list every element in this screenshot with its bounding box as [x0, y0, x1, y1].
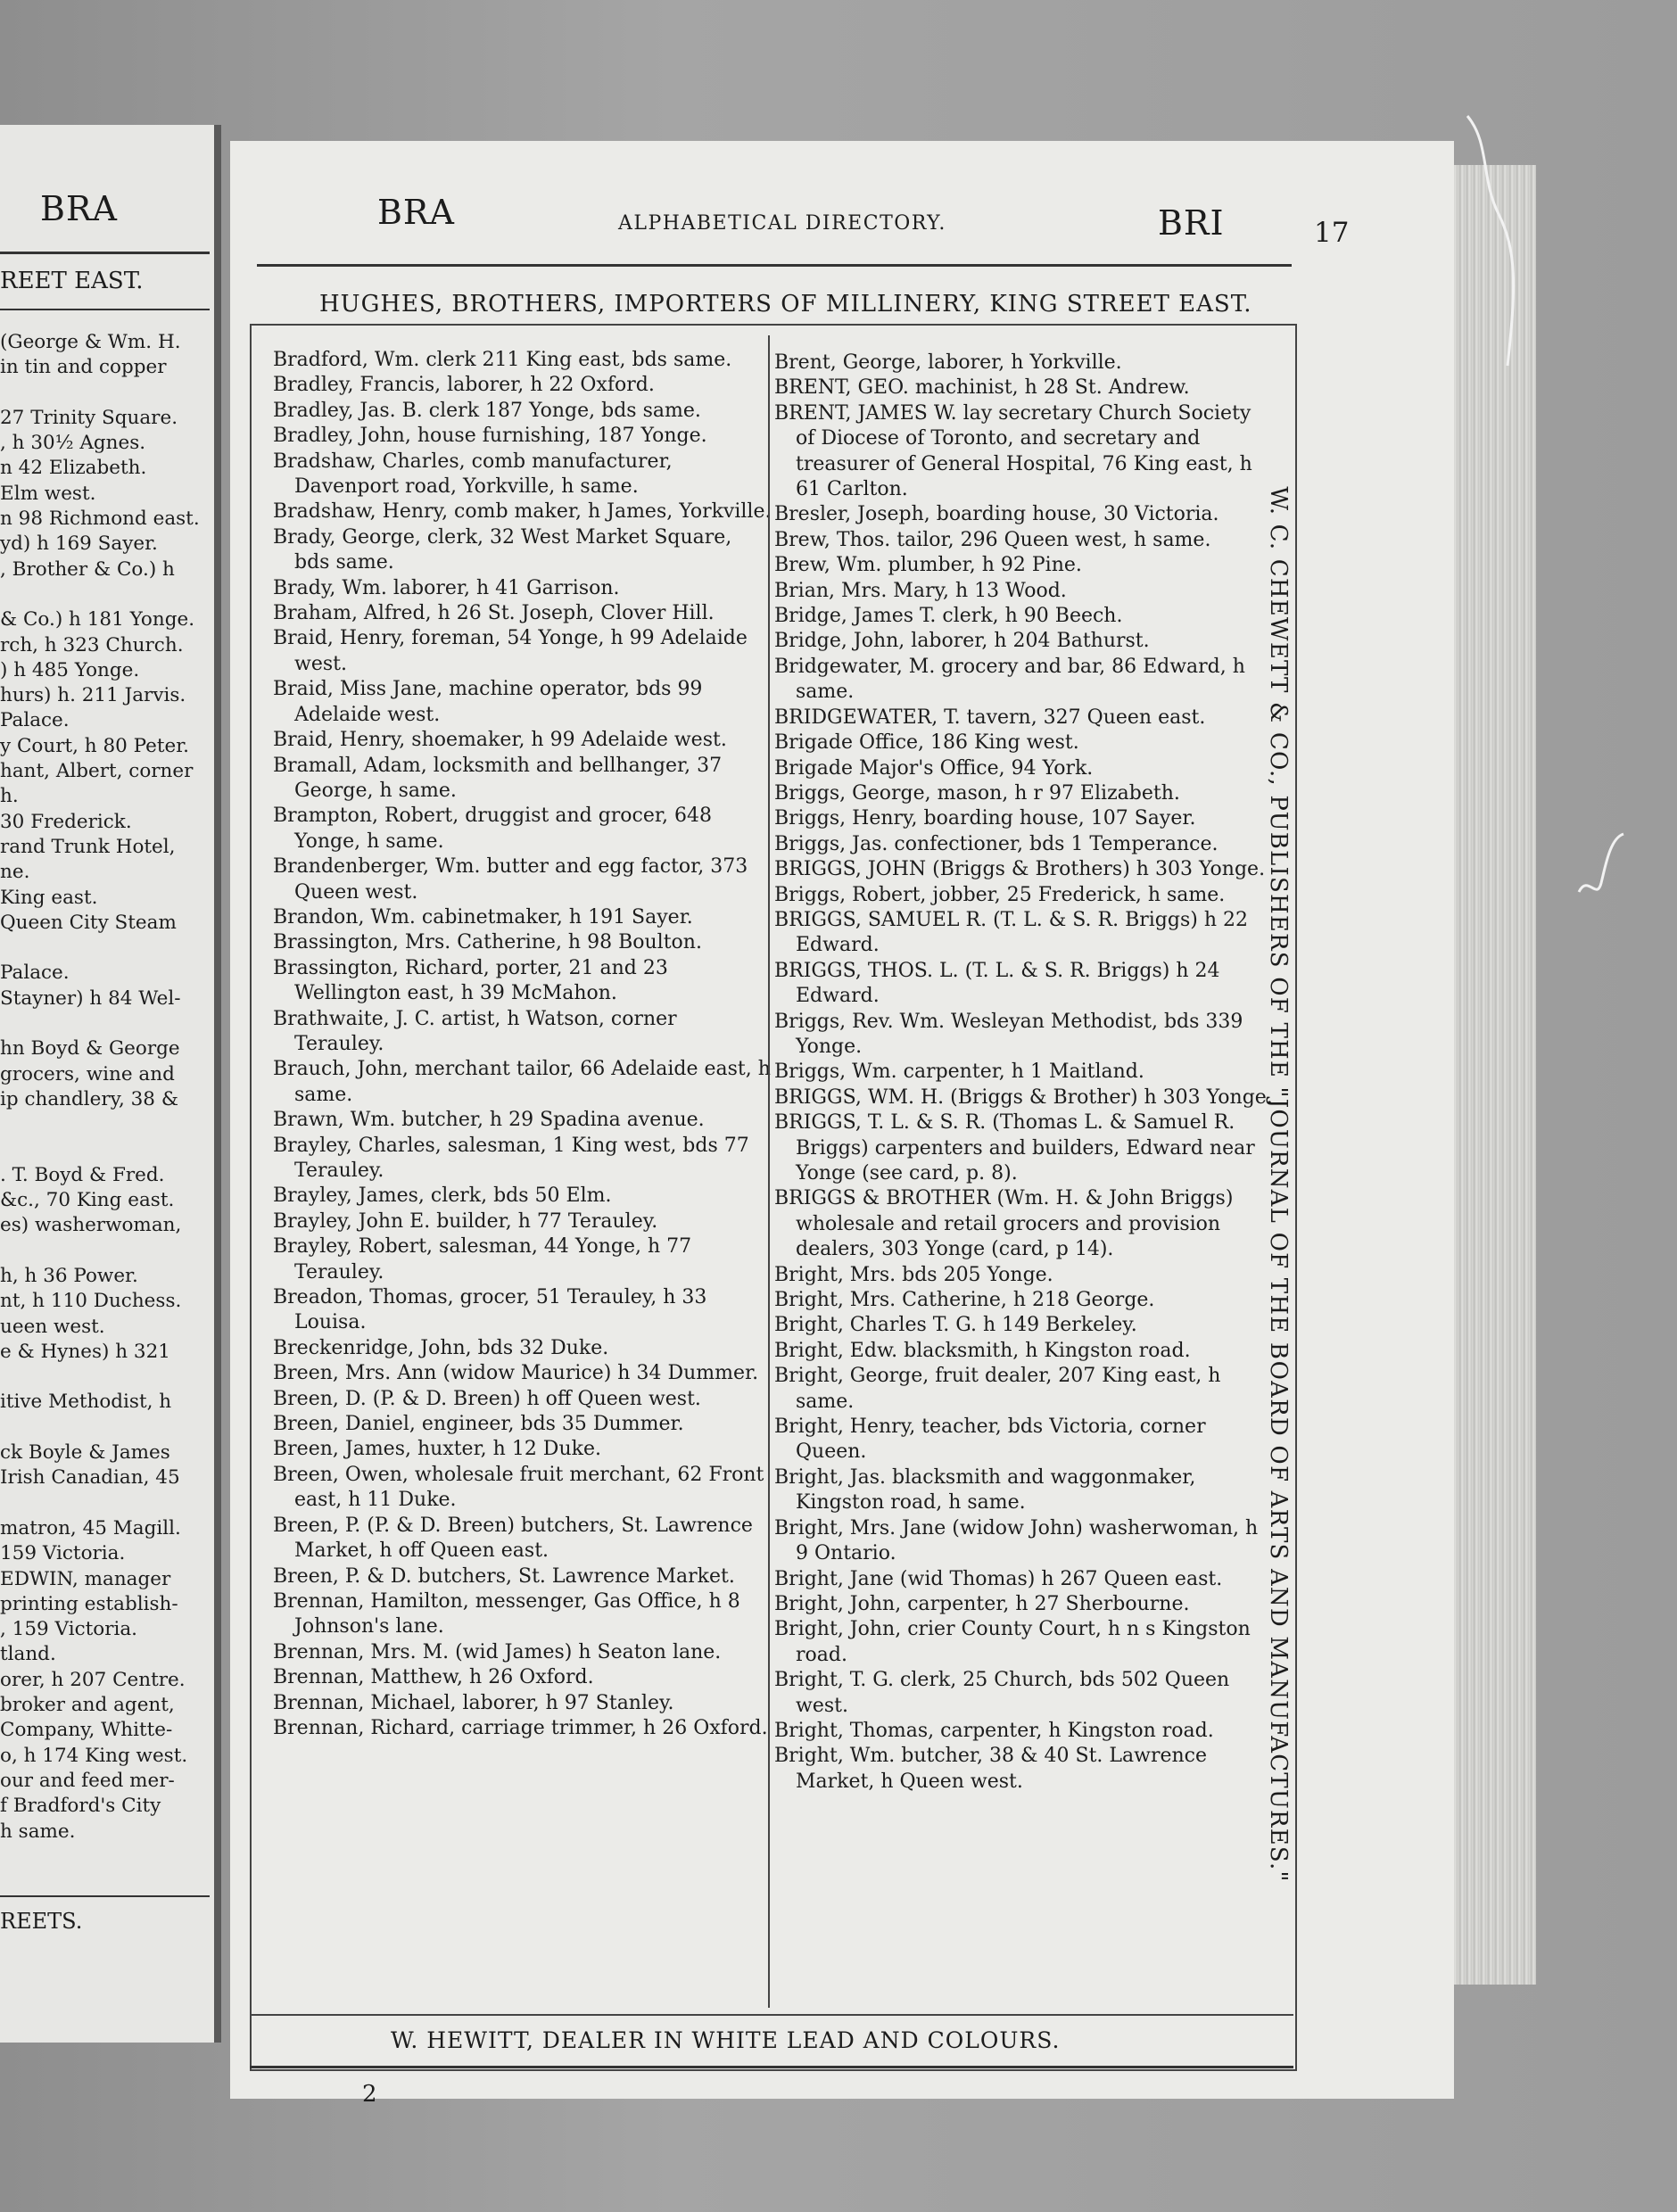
directory-entry: Braid, Henry, shoemaker, h 99 Adelaide west. — [273, 729, 727, 752]
main-page — [230, 141, 1454, 2108]
left-page-line: ) h 485 Yonge. — [0, 658, 140, 681]
left-page-line: 30 Frederick. — [0, 810, 132, 833]
left-page-footer: REETS. — [0, 1909, 83, 1934]
left-page-line: EDWIN, manager — [0, 1567, 171, 1590]
left-page-line: rand Trunk Hotel, — [0, 835, 176, 858]
directory-entry: BRIGGS, T. L. & S. R. (Thomas L. & Samuel R. Briggs) carpenters and builders, Edward near Yonge (see card, p. 8). — [774, 1111, 1255, 1184]
directory-entry: Bradford, Wm. clerk 211 King east, bds same. — [273, 349, 732, 371]
directory-entry: Brennan, Mrs. M. (wid James) h Seaton lane. — [273, 1640, 722, 1663]
directory-entry: Bright, Charles T. G. h 149 Berkeley. — [774, 1314, 1137, 1337]
left-page-line: y Court, h 80 Peter. — [0, 734, 190, 757]
left-page-line: 27 Trinity Square. — [0, 406, 178, 429]
directory-entry: BRIGGS, WM. H. (Briggs & Brother) h 303 Yonge. — [774, 1085, 1273, 1109]
left-page-line: grocers, wine and — [0, 1062, 175, 1085]
left-page-line: hant, Albert, corner — [0, 760, 194, 783]
directory-entry: Breen, Daniel, engineer, bds 35 Dummer. — [273, 1413, 684, 1436]
directory-entry: Bright, Wm. butcher, 38 & 40 St. Lawrence Market, h Queen west. — [774, 1745, 1207, 1793]
left-page-line: Elm west. — [0, 482, 96, 505]
left-page-text — [0, 330, 211, 1845]
left-page-line — [0, 381, 211, 406]
directory-entry: Bright, John, crier County Court, h n s Kingston road. — [774, 1618, 1251, 1666]
directory-entry: Brent, George, laborer, h Yorkville. — [774, 351, 1122, 374]
directory-entry: Bradshaw, Henry, comb maker, h James, Yorkville. — [273, 500, 772, 524]
directory-entry: Brandenberger, Wm. butter and egg factor, 373 Queen west. — [273, 855, 748, 904]
directory-entry: Breckenridge, John, bds 32 Duke. — [273, 1336, 609, 1359]
bottom-rule-bottom — [250, 2066, 1293, 2068]
left-page-line: Queen City Steam — [0, 911, 177, 934]
directory-entry: Bradshaw, Charles, comb manufacturer, Davenport road, Yorkville, h same. — [273, 450, 673, 499]
directory-entry: Bright, John, carpenter, h 27 Sherbourne. — [774, 1592, 1190, 1615]
left-page-line: &c., 70 King east. — [0, 1189, 175, 1212]
left-page-line: orer, h 207 Centre. — [0, 1668, 186, 1691]
left-page-header: BRA — [40, 189, 118, 228]
directory-entry: Bright, Mrs. Jane (widow John) washerwoman, h 9 Ontario. — [774, 1516, 1259, 1565]
directory-entry: BRIGGS, JOHN (Briggs & Brothers) h 303 Yonge. — [774, 858, 1266, 881]
directory-entry: Bridge, James T. clerk, h 90 Beech. — [774, 605, 1123, 628]
left-page-line: n 98 Richmond east. — [0, 508, 200, 531]
left-page-line — [0, 582, 211, 607]
left-page-line: ip chandlery, 38 & — [0, 1087, 178, 1110]
directory-entry: Breen, P. & D. butchers, St. Lawrence Market. — [273, 1564, 735, 1588]
directory-entry: BRENT, GEO. machinist, h 28 St. Andrew. — [774, 376, 1190, 400]
directory-entry: Bridgewater, M. grocery and bar, 86 Edward, h same. — [774, 655, 1245, 704]
directory-entry: Bradley, Jas. B. clerk 187 Yonge, bds same. — [273, 399, 701, 422]
signature-mark: 2 — [362, 2081, 377, 2108]
directory-entry: Brennan, Richard, carriage trimmer, h 26 Oxford. — [273, 1716, 768, 1739]
directory-entry: Braid, Miss Jane, machine operator, bds 99 Adelaide west. — [273, 678, 703, 726]
left-page-line: , h 30½ Agnes. — [0, 432, 146, 455]
left-page-line: rch, h 323 Church. — [0, 633, 184, 656]
directory-entry: BRIGGS, THOS. L. (T. L. & S. R. Briggs) h 24 Edward. — [774, 959, 1220, 1008]
directory-entry: Breadon, Thomas, grocer, 51 Terauley, h 33 Louisa. — [273, 1286, 707, 1334]
directory-entry: Brennan, Matthew, h 26 Oxford. — [273, 1666, 594, 1689]
directory-entry: Bright, Edw. blacksmith, h Kingston road. — [774, 1339, 1191, 1362]
directory-entry: Bridge, John, laborer, h 204 Bathurst. — [774, 630, 1150, 653]
left-page-subheader: REET EAST. — [0, 268, 144, 294]
left-page-line: e & Hynes) h 321 — [0, 1340, 170, 1363]
directory-entry: BRIGGS & BROTHER (Wm. H. & John Briggs) wholesale and retail grocers and provision dealers, 303 Yonge (card, p 14). — [774, 1187, 1234, 1261]
directory-entry: Breen, D. (P. & D. Breen) h off Queen west. — [273, 1387, 701, 1410]
left-page-line: in tin and copper — [0, 356, 167, 379]
directory-entry: Brawn, Wm. butcher, h 29 Spadina avenue. — [273, 1109, 705, 1132]
loose-thread — [1463, 107, 1525, 375]
loose-thread-fragment — [1574, 830, 1628, 910]
left-page-line — [0, 1239, 211, 1264]
left-page-line: Company, Whitte- — [0, 1719, 173, 1742]
directory-entry: Brassington, Richard, porter, 21 and 23 Wellington east, h 39 McMahon. — [273, 956, 668, 1005]
left-page-line: printing establish- — [0, 1592, 178, 1615]
directory-entry: Briggs, George, mason, h r 97 Elizabeth. — [774, 781, 1180, 805]
left-page-line: ne. — [0, 861, 30, 884]
directory-entry: Brigade Major's Office, 94 York. — [774, 756, 1094, 780]
left-page-line: King east. — [0, 886, 98, 909]
directory-entry: Brandon, Wm. cabinetmaker, h 191 Sayer. — [273, 905, 693, 929]
running-head-title: ALPHABETICAL DIRECTORY. — [618, 212, 946, 235]
directory-entry: Brigade Office, 186 King west. — [774, 731, 1079, 755]
directory-entry: Brew, Wm. plumber, h 92 Pine. — [774, 554, 1082, 577]
directory-entry: Breen, P. (P. & D. Breen) butchers, St. Lawrence Market, h off Queen east. — [273, 1514, 753, 1563]
left-page-line: hn Boyd & George — [0, 1037, 180, 1061]
directory-entry: Brennan, Michael, laborer, h 97 Stanley. — [273, 1691, 674, 1714]
header-rule — [257, 264, 1292, 267]
directory-entry: Brathwaite, J. C. artist, h Watson, corner Terauley. — [273, 1007, 677, 1055]
left-page-line: Palace. — [0, 962, 70, 985]
left-page-line: Palace. — [0, 709, 70, 732]
left-page-line — [0, 1416, 211, 1440]
directory-entry: Bright, Mrs. bds 205 Yonge. — [774, 1263, 1053, 1286]
directory-entry: Bright, Jane (wid Thomas) h 267 Queen east. — [774, 1567, 1223, 1590]
left-page-line: , Brother & Co.) h — [0, 557, 175, 581]
top-advertisement-banner: HUGHES, BROTHERS, IMPORTERS OF MILLINERY, KING STREET EAST. — [319, 291, 1252, 318]
running-head-left: BRA — [377, 193, 455, 232]
directory-entry: Brady, Wm. laborer, h 41 Garrison. — [273, 576, 620, 599]
left-page-line: broker and agent, — [0, 1694, 175, 1717]
directory-entry: Briggs, Jas. confectioner, bds 1 Temperance. — [774, 832, 1219, 855]
left-page-line: tland. — [0, 1643, 56, 1666]
left-page-line: h, h 36 Power. — [0, 1264, 138, 1287]
directory-entry: Bright, George, fruit dealer, 207 King east, h same. — [774, 1365, 1221, 1413]
directory-entry: Bresler, Joseph, boarding house, 30 Victoria. — [774, 503, 1219, 526]
directory-entry: Brauch, John, merchant tailor, 66 Adelaide east, h same. — [273, 1058, 771, 1106]
left-footer-rule — [0, 1895, 210, 1897]
left-page-line: itive Methodist, h — [0, 1391, 172, 1414]
directory-entry: Breen, James, huxter, h 12 Duke. — [273, 1438, 601, 1461]
directory-entry: Bradley, Francis, laborer, h 22 Oxford. — [273, 374, 655, 397]
directory-entry: Brennan, Hamilton, messenger, Gas Office, h 8 Johnson's lane. — [273, 1589, 740, 1638]
directory-entry: Brassington, Mrs. Catherine, h 98 Boulton. — [273, 931, 702, 954]
left-page-line: our and feed mer- — [0, 1769, 175, 1792]
directory-entry: BRENT, JAMES W. lay secretary Church Society of Diocese of Toronto, and secretary and treasurer of General Hospital, 76 King east, h 61 Carlton. — [774, 401, 1252, 501]
directory-entry: Brampton, Robert, druggist and grocer, 648 Yonge, h same. — [273, 805, 712, 853]
directory-entry: Braham, Alfred, h 26 St. Joseph, Clover Hill. — [273, 602, 715, 625]
left-page-line: o, h 174 King west. — [0, 1744, 188, 1767]
directory-entry: Bramall, Adam, locksmith and bellhanger, 37 George, h same. — [273, 754, 723, 802]
directory-entry: Breen, Mrs. Ann (widow Maurice) h 34 Dummer. — [273, 1362, 759, 1385]
left-subheader-rule — [0, 309, 210, 310]
left-page-line — [0, 936, 211, 961]
left-page-line: ueen west. — [0, 1315, 105, 1338]
left-facing-page — [0, 125, 221, 2043]
left-page-line — [0, 1365, 211, 1390]
left-header-rule — [0, 252, 210, 254]
directory-entry: BRIDGEWATER, T. tavern, 327 Queen east. — [774, 706, 1206, 729]
left-page-line: matron, 45 Magill. — [0, 1516, 181, 1539]
left-page-line: h. — [0, 785, 19, 808]
directory-entry: Brayley, Charles, salesman, 1 King west, bds 77 Terauley. — [273, 1134, 749, 1182]
left-page-line: h same. — [0, 1820, 76, 1843]
directory-entry: Brayley, Robert, salesman, 44 Yonge, h 77 Terauley. — [273, 1235, 692, 1283]
directory-entry: Bradley, John, house furnishing, 187 Yonge. — [273, 425, 707, 448]
left-page-line: hurs) h. 211 Jarvis. — [0, 684, 186, 707]
directory-entry: Briggs, Henry, boarding house, 107 Sayer. — [774, 807, 1196, 830]
left-page-line — [0, 1011, 211, 1036]
directory-entry: BRIGGS, SAMUEL R. (T. L. & S. R. Briggs) h 22 Edward. — [774, 908, 1248, 957]
directory-entry: Brayley, John E. builder, h 77 Terauley. — [273, 1209, 658, 1233]
left-page-line — [0, 1491, 211, 1516]
left-page-line: es) washerwoman, — [0, 1214, 182, 1237]
bottom-advertisement-banner: W. HEWITT, DEALER IN WHITE LEAD AND COLOURS. — [391, 2027, 1061, 2053]
left-page-line: ck Boyle & James — [0, 1441, 170, 1465]
page-number: 17 — [1314, 217, 1350, 249]
directory-entry: Brayley, James, clerk, bds 50 Elm. — [273, 1184, 612, 1208]
directory-entry: Bright, Mrs. Catherine, h 218 George. — [774, 1289, 1155, 1312]
column-divider — [768, 335, 770, 2008]
directory-entry: Bright, Thomas, carpenter, h Kingston road. — [774, 1719, 1214, 1742]
left-page-line: , 159 Victoria. — [0, 1618, 137, 1641]
left-page-line: yd) h 169 Sayer. — [0, 532, 158, 556]
directory-entry: Brian, Mrs. Mary, h 13 Wood. — [774, 579, 1067, 602]
side-advertisement: W. C. CHEWETT & CO., PUBLISHERS OF THE "JOURNAL OF THE BOARD OF ARTS AND MANUFACTURES." — [1265, 486, 1292, 1883]
left-page-line: n 42 Elizabeth. — [0, 457, 147, 480]
running-head-right: BRI — [1158, 203, 1225, 243]
left-page-line: (George & Wm. H. — [0, 331, 181, 353]
directory-entry: Brady, George, clerk, 32 West Market Square, bds same. — [273, 525, 732, 574]
directory-entry: Bright, Jas. blacksmith and waggonmaker, Kingston road, h same. — [774, 1465, 1196, 1515]
left-page-line: . T. Boyd & Fred. — [0, 1163, 165, 1186]
directory-entry: Bright, Henry, teacher, bds Victoria, corner Queen. — [774, 1416, 1206, 1464]
directory-entry: Bright, T. G. clerk, 25 Church, bds 502 Queen west. — [774, 1669, 1230, 1717]
left-page-line: nt, h 110 Duchess. — [0, 1290, 182, 1313]
bottom-rule-top — [250, 2014, 1293, 2016]
directory-entry: Briggs, Wm. carpenter, h 1 Maitland. — [774, 1061, 1144, 1084]
directory-column-right — [774, 351, 1274, 1795]
left-page-line: 159 Victoria. — [0, 1542, 126, 1565]
directory-entry: Brew, Thos. tailor, 296 Queen west, h same. — [774, 528, 1211, 551]
directory-column-left — [273, 348, 772, 1741]
directory-entry: Briggs, Rev. Wm. Wesleyan Methodist, bds 339 Yonge. — [774, 1010, 1243, 1058]
left-page-line — [0, 1112, 211, 1137]
left-page-line: f Bradford's City — [0, 1795, 161, 1818]
left-page-line — [0, 1138, 211, 1163]
left-page-line: & Co.) h 181 Yonge. — [0, 608, 195, 631]
directory-entry: Braid, Henry, foreman, 54 Yonge, h 99 Adelaide west. — [273, 627, 748, 675]
directory-entry: Breen, Owen, wholesale fruit merchant, 62 Front east, h 11 Duke. — [273, 1463, 764, 1512]
left-page-line: Irish Canadian, 45 — [0, 1466, 180, 1490]
directory-entry: Briggs, Robert, jobber, 25 Frederick, h same. — [774, 883, 1226, 906]
left-page-line: Stayner) h 84 Wel- — [0, 986, 181, 1010]
